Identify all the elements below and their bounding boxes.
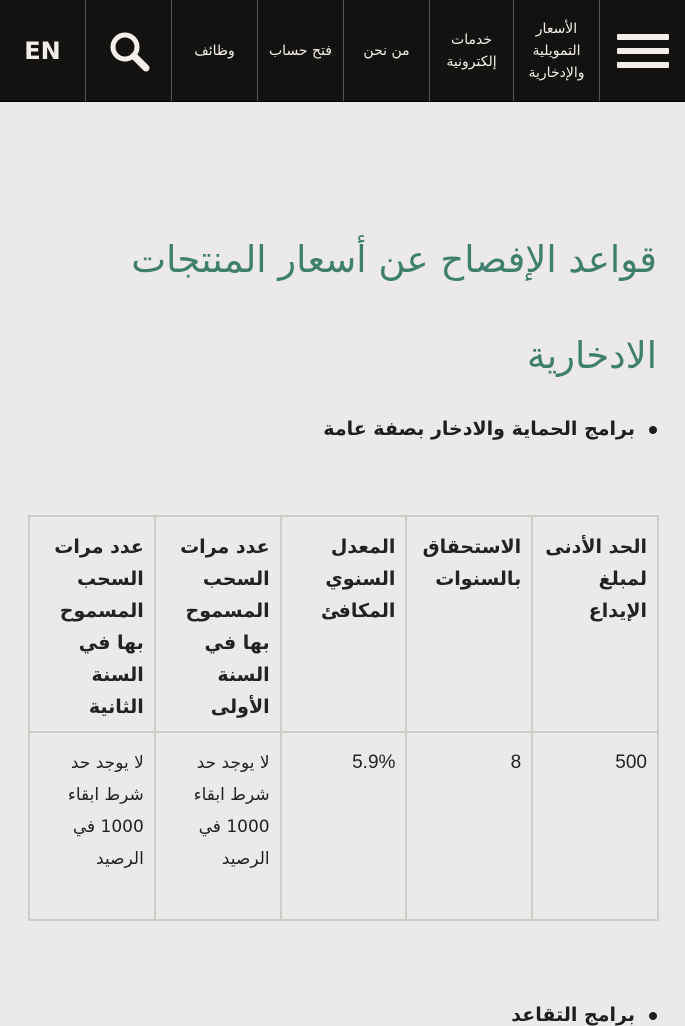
header-min-deposit: الحد الأدنى لمبلغ الإيداع [532,516,658,732]
cell-withdrawals-year-2: لا يوجد حد شرط ابقاء 1000 في الرصيد [29,732,155,920]
table-header-row [29,516,658,732]
header-maturity-years: الاستحقاق بالسنوات [406,516,532,732]
nav-item-eservices[interactable]: خدمات إلكترونية [429,0,513,101]
search-icon [108,30,150,72]
bullet-icon [649,1012,657,1020]
section-heading-retirement [37,1004,657,1026]
language-toggle[interactable]: EN [24,36,61,65]
header-withdrawals-year-2: عدد مرات السحب المسموح بها في السنة الثانية [29,516,155,732]
section-heading-protection-savings [37,418,657,440]
cell-withdrawals-year-1: لا يوجد حد شرط ابقاء 1000 في الرصيد [155,732,281,920]
nav-item-jobs[interactable]: وظائف [171,0,257,101]
header-withdrawals-year-1: عدد مرات السحب المسموح بها في السنة الأولى [155,516,281,732]
rates-table [28,515,659,921]
nav-item-open-account[interactable]: فتح حساب [257,0,343,101]
header-annual-rate: المعدل السنوي المكافئ [281,516,407,732]
page-title: قواعد الإفصاح عن أسعار المنتجات الادخارية [131,238,657,377]
nav-item-rates[interactable]: الأسعار التمويلية والإدخارية [513,0,599,101]
top-navigation-bar [0,0,685,102]
cell-min-deposit: 500 [532,732,658,920]
cell-annual-rate: 5.9% [281,732,407,920]
section-heading-label: برامج التقاعد [511,1004,635,1026]
hamburger-menu-icon [617,34,669,68]
bullet-icon [649,426,657,434]
menu-button[interactable] [599,0,685,101]
section-heading-label: برامج الحماية والادخار بصفة عامة [323,418,635,440]
table-row [29,732,658,920]
search-button[interactable] [85,0,171,101]
cell-maturity-years: 8 [406,732,532,920]
rates-table-container [28,515,659,921]
nav-item-about[interactable]: من نحن [343,0,429,101]
